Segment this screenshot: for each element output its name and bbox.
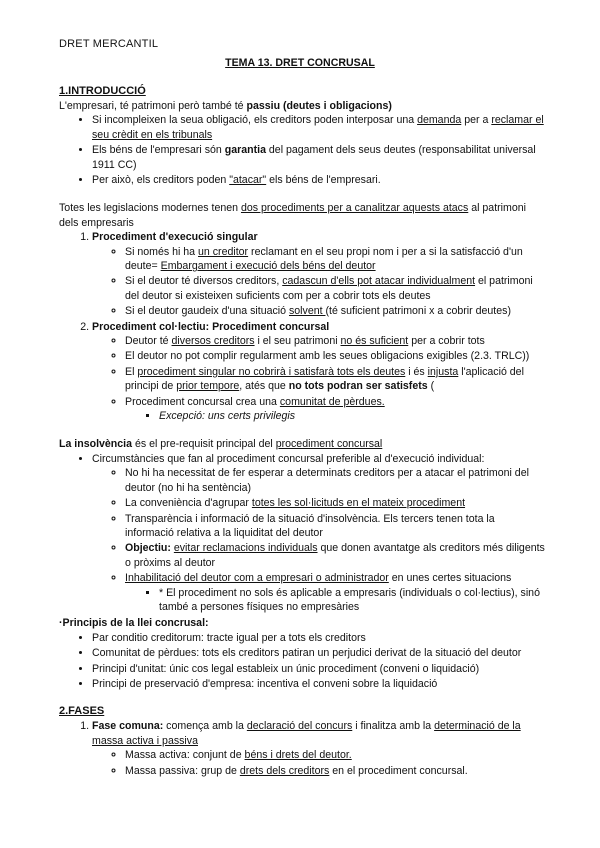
list-item: ◦ El procediment singular no cobrirà i satisfarà tots els deutes i és injusta l'aplicació del principi de prior tempore, atés que no tots podran ser satisfets ( (125, 365, 545, 394)
procedures-list (59, 230, 545, 423)
list-item: ◦ Massa activa: conjunt de béns i drets del deutor. (125, 748, 545, 762)
list-item: • Par conditio creditorum: tracte igual per a tots els creditors (92, 631, 545, 645)
list-item: • Els béns de l'empresari són garantia del pagament dels seus deutes (responsabilitat universal 1911 CC) (92, 143, 545, 172)
list-item: ▪ * El procediment no sols és aplicable a empresaris (individuals o col·lectius), sinó també a persones físiques no empresàries (159, 586, 545, 615)
legislation-paragraph: Totes les legislacions modernes tenen dos procediments per a canalitzar aquests atacs al patrimoni dels empresaris (59, 202, 526, 229)
sublist (92, 466, 545, 614)
sublist (92, 748, 545, 778)
sublist (125, 586, 545, 615)
principles-list (59, 631, 545, 692)
section-heading-introduccio: 1.INTRODUCCIÓ (59, 85, 146, 97)
insolvency-list (59, 452, 545, 614)
document-body (59, 84, 545, 779)
list-item: ▪ Excepció: uns certs privilegis (159, 409, 545, 423)
list-item: ◦ Transparència i informació de la situació d'insolvència. Els tercers tenen tota la informació relativa a la liquiditat del deutor (125, 512, 545, 541)
page-title: TEMA 13. DRET CONCRUSAL (225, 57, 375, 69)
intro-paragraph: L'empresari, té patrimoni però també té passiu (deutes i obligacions) (59, 99, 392, 112)
spacer (59, 424, 545, 437)
list-item: ◦ Massa passiva: grup de drets dels creditors en el procediment concursal. (125, 764, 545, 778)
list-item: • Comunitat de pèrdues: tots els creditors patiran un perjudici derivat de la situació del deutor (92, 646, 545, 660)
list-item: ◦ Deutor té diversos creditors i el seu patrimoni no és suficient per a cobrir tots (125, 334, 545, 348)
list-item: ◦ No hi ha necessitat de fer esperar a determinats creditors per a atacar el patrimoni del deutor (no hi ha sentència) (125, 466, 545, 495)
phase-common: 1. Fase comuna: comença amb la declaració del concurs i finalitza amb la determinació de la massa activa i passiva ◦ Massa activa: conjunt de béns i drets del deutor. ◦ Massa passiva: grup de drets dels creditors en el procediment concursal. (92, 719, 545, 778)
list-item: ◦ Procediment concursal crea una comunitat de pèrdues. ▪ Excepció: uns certs privilegis (125, 395, 545, 424)
procedure-collective: 2. Procediment col·lectiu: Procediment concursal ◦ Deutor té diversos creditors i el seu patrimoni no és suficient per a cobrir tots ◦ El deutor no pot complir regularment amb les seues obligacions exigibles (2.3. TRLC)) ◦ El procediment singular no cobrirà i satisfarà tots els deutes i és injusta l'aplicació del principi de prior tempore, atés que no tots podran ser satisfets ( ◦ Procediment concursal crea una comunitat de pèrdues. ▪ Excepció: uns certs privilegis (92, 320, 545, 424)
list-item: • Principi d'unitat: únic cos legal estableix un únic procediment (conveni o liquidació) (92, 662, 545, 676)
sublist (125, 409, 545, 423)
intro-list (59, 113, 545, 187)
list-item: ◦ Si només hi ha un creditor reclamant en el seu propi nom i per a si la satisfacció d'un deute= Embargament i execució dels béns del deutor (125, 245, 545, 274)
list-item: • Per això, els creditors poden "atacar" els béns de l'empresari. (92, 173, 545, 187)
procedure-singular: 1. Procediment d'execució singular ◦ Si només hi ha un creditor reclamant en el seu propi nom i per a si la satisfacció d'un deute= Embargament i execució dels béns del deutor ◦ Si el deutor té diversos creditors, cadascun d'ells pot atacar individualment el patrimoni del deutor si existeixen suficients com per a cobrir tots els deutes ◦ Si el deutor gaudeix d'una situació solvent (té suficient patrimoni x a cobrir deutes) (92, 230, 545, 318)
list-item: ◦ Si el deutor gaudeix d'una situació solvent (té suficient patrimoni x a cobrir deutes) (125, 304, 545, 318)
sublist (92, 334, 545, 423)
list-item: ◦ Inhabilitació del deutor com a empresari o administrador en unes certes situacions ▪ * El procediment no sols és aplicable a empresaris (individuals o col·lectius), sinó també a persones físiques no empresàries (125, 571, 545, 614)
sublist (92, 245, 545, 319)
list-item: • Principi de preservació d'empresa: incentiva el conveni sobre la liquidació (92, 677, 545, 691)
list-item: • Circumstàncies que fan al procediment concursal preferible al d'execució individual: ◦ No hi ha necessitat de fer esperar a determinats creditors per a atacar el patrimoni del deutor (no hi ha sentència) ◦ La conveniència d'agrupar totes les sol·licituds en el mateix procediment ◦ Transparència i informació de la situació d'insolvència. Els tercers tenen tota la informació relativa a la liquiditat del deutor ◦ Objectiu: evitar reclamacions individuals que donen avantatge als creditors més diligents o pròxims al deutor ◦ Inhabilitació del deutor com a empresari o administrador en unes certes situacions ▪ * El procediment no sols és aplicable a empresaris (individuals o col·lectius), sinó també a persones físiques no empresàries (92, 452, 545, 614)
spacer (59, 188, 545, 201)
list-item: ◦ Objectiu: evitar reclamacions individuals que donen avantatge als creditors més diligents o pròxims al deutor (125, 541, 545, 570)
principles-heading: ·Principis de la llei concrusal: (59, 617, 209, 630)
list-item: ◦ El deutor no pot complir regularment amb les seues obligacions exigibles (2.3. TRLC)) (125, 349, 545, 363)
insolvency-paragraph: La insolvència és el pre-requisit principal del procediment concursal (59, 438, 383, 451)
list-item: • Si incompleixen la seua obligació, els creditors poden interposar una demanda per a reclamar el seu crèdit en els tribunals (92, 113, 545, 142)
section-heading-fases: 2.FASES (59, 705, 105, 718)
header-subject: DRET MERCANTIL (59, 38, 159, 50)
spacer (59, 692, 545, 704)
list-item: ◦ La conveniència d'agrupar totes les sol·licituds en el mateix procediment (125, 496, 545, 510)
phases-list (59, 719, 545, 778)
list-item: ◦ Si el deutor té diversos creditors, cadascun d'ells pot atacar individualment el patrimoni del deutor si existeixen suficients com per a cobrir tots els deutes (125, 274, 545, 303)
